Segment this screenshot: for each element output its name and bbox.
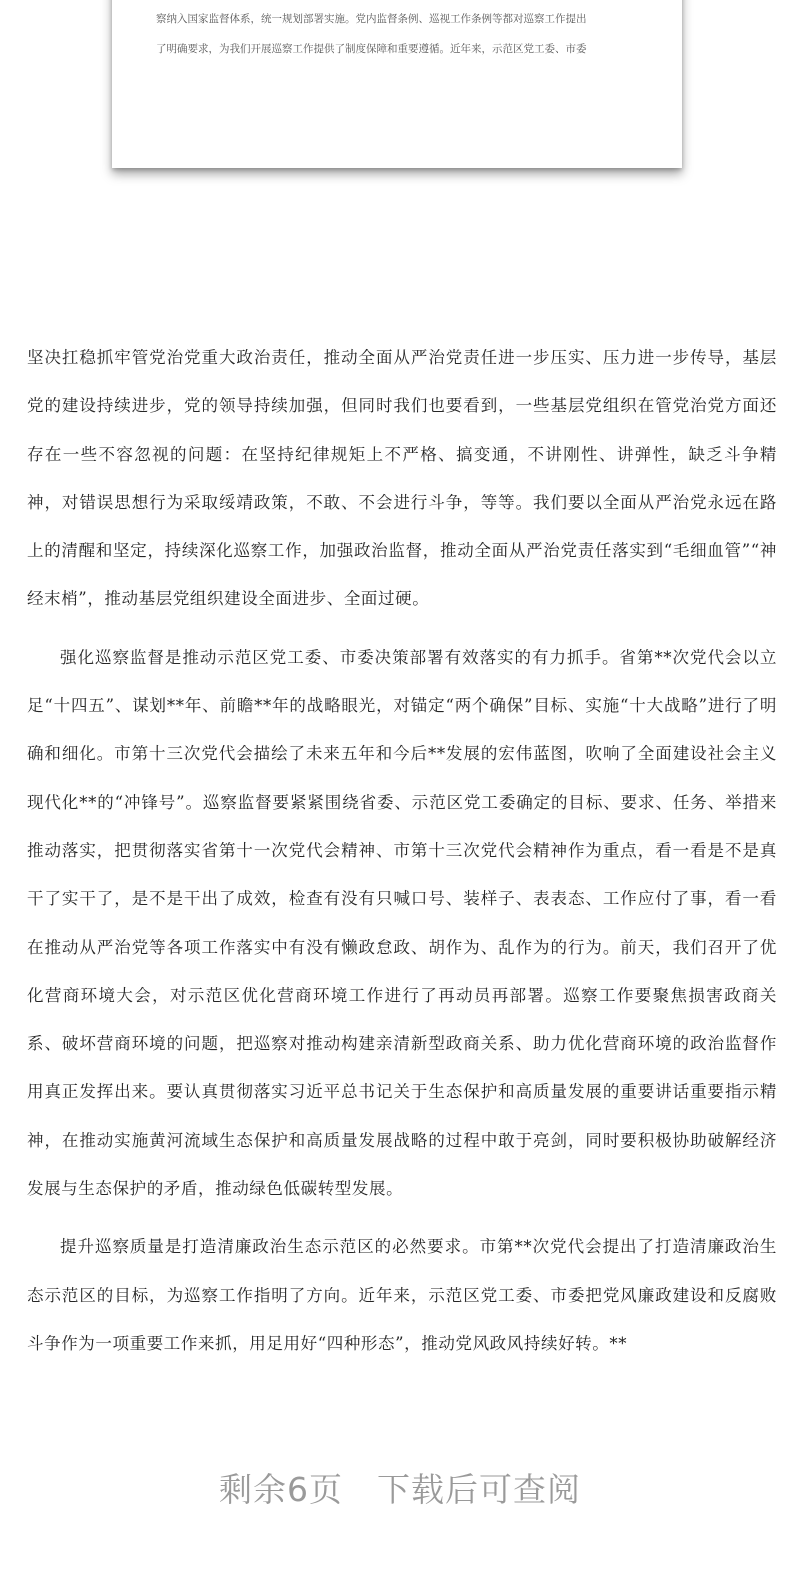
document-body	[27, 334, 777, 1368]
download-to-view-label[interactable]: 下载后可查阅	[377, 1470, 581, 1509]
body-paragraph: 提升巡察质量是打造清廉政治生态示范区的必然要求。市第**次党代会提出了打造清廉政治生态示范区的目标，为巡察工作指明了方向。近年来，示范区党工委、市委把党风廉政建设和反腐败斗争作为一项重要工作来抓，用足用好“四种形态”，推动党风政风持续好转。**	[27, 1237, 777, 1353]
remaining-pages-banner[interactable]	[0, 1462, 800, 1518]
remaining-pages-label: 剩余6页	[219, 1470, 343, 1509]
document-preview-card	[112, 0, 682, 168]
preview-line: 察纳入国家监督体系，统一规划部署实施。党内监督条例、巡视工作条例等都对巡察工作提出	[156, 13, 587, 25]
body-paragraph: 坚决扛稳抓牢管党治党重大政治责任，推动全面从严治党责任进一步压实、压力进一步传导，基层党的建设持续进步，党的领导持续加强，但同时我们也要看到，一些基层党组织在管党治党方面还存在一些不容忽视的问题：在坚持纪律规矩上不严格、搞变通，不讲刚性、讲弹性，缺乏斗争精神，对错误思想行为采取绥靖政策，不敢、不会进行斗争，等等。我们要以全面从严治党永远在路上的清醒和坚定，持续深化巡察工作，加强政治监督，推动全面从严治党责任落实到“毛细血管”“神经末梢”，推动基层党组织建设全面进步、全面过硬。	[27, 348, 777, 609]
preview-line: 了明确要求，为我们开展巡察工作提供了制度保障和重要遵循。近年来，示范区党工委、市委	[156, 43, 587, 55]
body-paragraph: 强化巡察监督是推动示范区党工委、市委决策部署有效落实的有力抓手。省第**次党代会以立足“十四五”、谋划**年、前瞻**年的战略眼光，对锚定“两个确保”目标、实施“十大战略”进行了明确和细化。市第十三次党代会描绘了未来五年和今后**发展的宏伟蓝图，吹响了全面建设社会主义现代化**的“冲锋号”。巡察监督要紧紧围绕省委、示范区党工委确定的目标、要求、任务、举措来推动落实，把贯彻落实省第十一次党代会精神、市第十三次党代会精神作为重点，看一看是不是真干了实干了，是不是干出了成效，检查有没有只喊口号、装样子、表表态、工作应付了事，看一看在推动从严治党等各项工作落实中有没有懒政怠政、胡作为、乱作为的行为。前天，我们召开了优化营商环境大会，对示范区优化营商环境工作进行了再动员再部署。巡察工作要聚焦损害政商关系、破坏营商环境的问题，把巡察对推动构建亲清新型政商关系、助力优化营商环境的政治监督作用真正发挥出来。要认真贯彻落实习近平总书记关于生态保护和高质量发展的重要讲话重要指示精神，在推动实施黄河流域生态保护和高质量发展战略的过程中敢于亮剑，同时要积极协助破解经济发展与生态保护的矛盾，推动绿色低碳转型发展。	[27, 647, 777, 1199]
